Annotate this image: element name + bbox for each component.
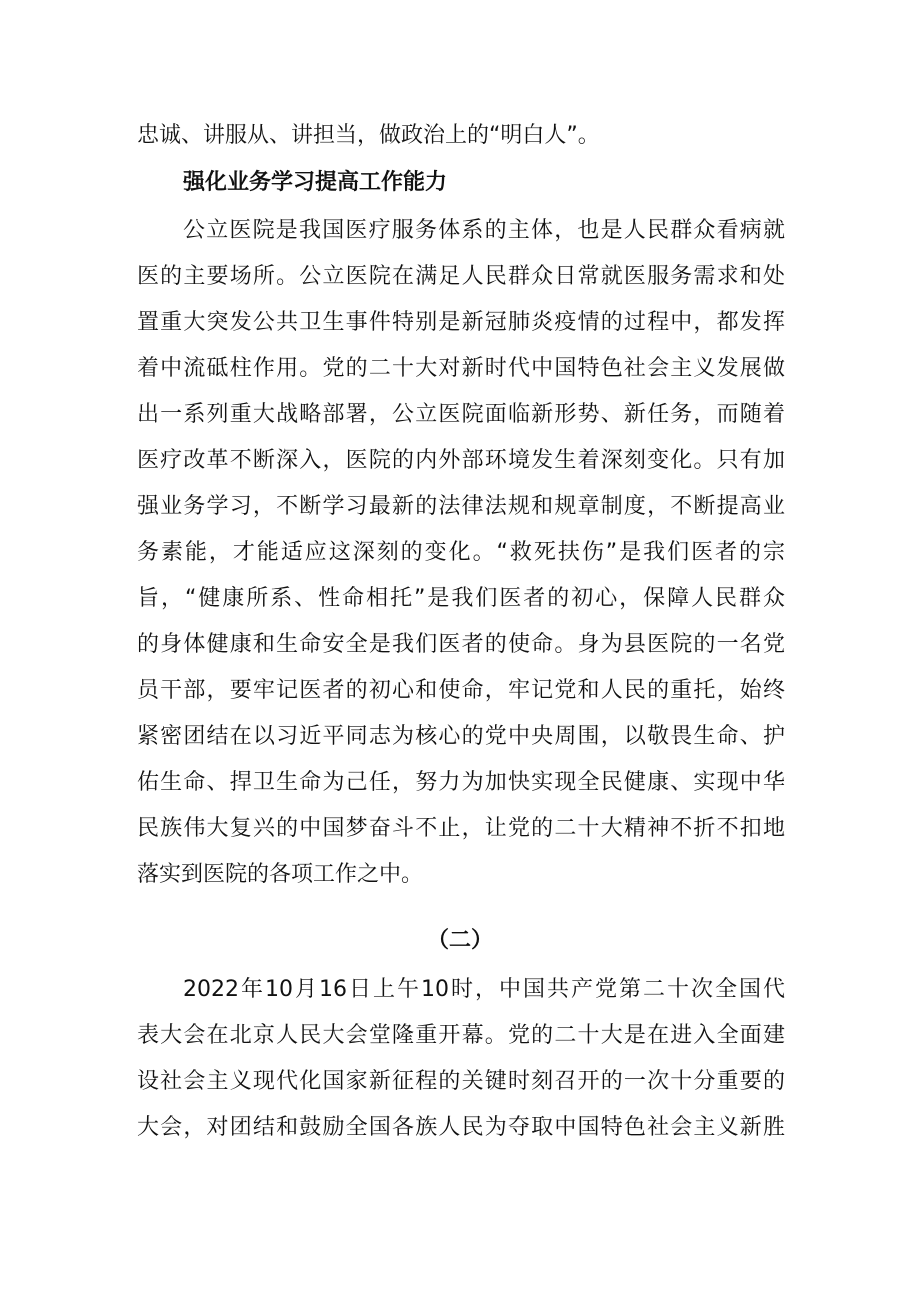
paragraph-line: 表大会在北京人民大会堂隆重开幕。党的二十大是在进入全面建 — [137, 1023, 785, 1048]
paragraph-line: 旨，“健康所系、性命相托”是我们医者的初心，保障人民群众 — [137, 586, 785, 611]
paragraph-line: 的身体健康和生命安全是我们医者的使命。身为县医院的一名党 — [137, 632, 785, 657]
paragraph-line: 强业务学习，不断学习最新的法律法规和规章制度，不断提高业 — [137, 494, 785, 519]
paragraph-line: 员干部，要牢记医者的初心和使命，牢记党和人民的重托，始终 — [137, 678, 785, 703]
paragraph-line: 大会，对团结和鼓励全国各族人民为夺取中国特色社会主义新胜 — [137, 1115, 785, 1140]
paragraph-line: 忠诚、讲服从、讲担当，做政治上的“明白人”。 — [137, 123, 600, 148]
paragraph-line: 置重大突发公共卫生事件特别是新冠肺炎疫情的过程中，都发挥 — [137, 310, 785, 335]
paragraph-line: 设社会主义现代化国家新征程的关键时刻召开的一次十分重要的 — [137, 1069, 785, 1094]
paragraph-line: 医疗改革不断深入，医院的内外部环境发生着深刻变化。只有加 — [137, 448, 785, 473]
paragraph-line: 着中流砥柱作用。党的二十大对新时代中国特色社会主义发展做 — [137, 356, 785, 381]
paragraph-line: 佑生命、捍卫生命为己任，努力为加快实现全民健康、实现中华 — [137, 770, 785, 795]
paragraph-line: 民族伟大复兴的中国梦奋斗不止，让党的二十大精神不折不扣地 — [137, 816, 785, 841]
paragraph-line: 医的主要场所。公立医院在满足人民群众日常就医服务需求和处 — [137, 264, 785, 289]
paragraph-line: 务素能，才能适应这深刻的变化。“救死扶伤”是我们医者的宗 — [137, 540, 785, 565]
paragraph-line: 公立医院是我国医疗服务体系的主体，也是人民群众看病就 — [183, 218, 785, 243]
section-heading: 强化业务学习提高工作能力 — [183, 170, 448, 195]
paragraph-line: 紧密团结在以习近平同志为核心的党中央周围，以敬畏生命、护 — [137, 724, 785, 749]
section-number: （二） — [426, 928, 493, 953]
paragraph-line: 2022年10月16日上午10时，中国共产党第二十次全国代 — [183, 977, 785, 1002]
paragraph-line: 出一系列重大战略部署，公立医院面临新形势、新任务，而随着 — [137, 402, 785, 427]
paragraph-line: 落实到医院的各项工作之中。 — [137, 862, 424, 887]
